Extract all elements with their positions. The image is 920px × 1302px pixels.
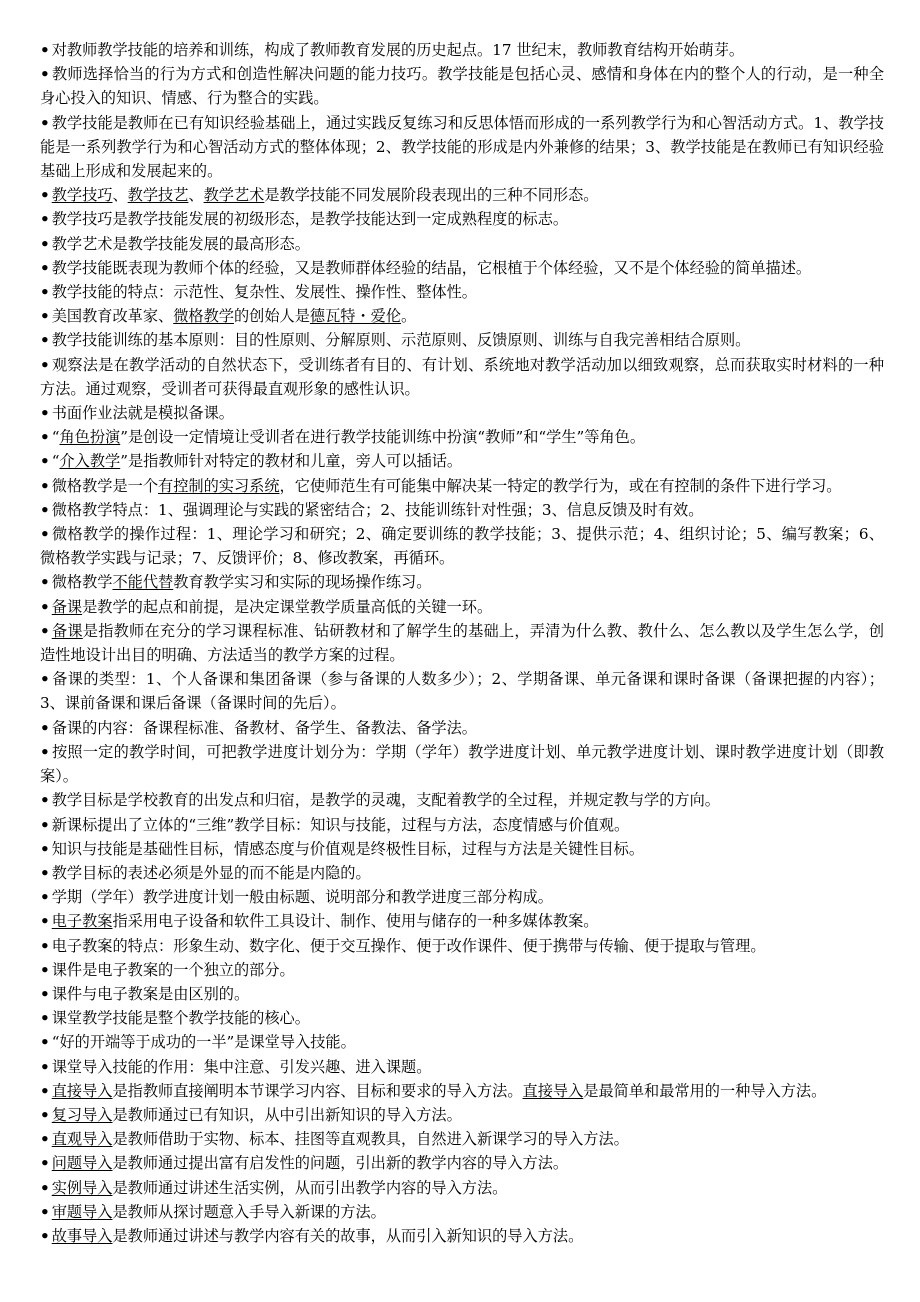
note-text: 课堂导入技能的作用：集中注意、引发兴趣、进入课题。 — [51, 1057, 432, 1076]
underlined-term: 备课 — [51, 597, 83, 616]
bullet-icon: • — [40, 283, 50, 302]
bullet-icon: • — [40, 839, 50, 858]
note-item — [40, 280, 884, 304]
bullet-icon: • — [40, 791, 50, 810]
bullet-icon: • — [40, 1202, 50, 1221]
note-item — [40, 1151, 884, 1175]
note-text: ”是创设一定情境让受训者在进行教学技能训练中扮演“教师”和“学生”等角色。 — [120, 428, 646, 447]
bullet-icon: • — [40, 1130, 50, 1149]
note-text: 备课的类型：1、个人备课和集团备课（参与备课的人数多少）；2、学期备课、单元备课和课时备课（备课把握的内容）；3、课前备课和课后备课（备课时间的先后）。 — [40, 670, 884, 713]
note-text: 教育教学实习和实际的现场操作练习。 — [173, 573, 432, 592]
bullet-icon: • — [40, 500, 50, 519]
note-item — [40, 62, 884, 110]
underlined-term: 教学技艺 — [127, 186, 189, 205]
note-text: 是教师借助于实物、标本、挂图等直观教具，自然进入新课学习的导入方法。 — [112, 1130, 629, 1149]
note-text: “ — [51, 452, 60, 471]
bullet-icon: • — [40, 1057, 50, 1076]
underlined-term: 德瓦特・爱伦 — [309, 307, 402, 326]
note-item — [40, 449, 884, 473]
note-item — [40, 740, 884, 788]
note-text: ”是指教师针对特定的教材和儿童，旁人可以插话。 — [120, 452, 463, 471]
note-item — [40, 1127, 884, 1151]
underlined-term: 实例导入 — [51, 1178, 113, 1197]
bullet-icon: • — [40, 428, 50, 447]
note-text: 教学目标的表述必须是外显的而不能是内隐的。 — [51, 863, 371, 882]
note-text: 知识与技能是基础性目标，情感态度与价值观是终极性目标，过程与方法是关键性目标。 — [51, 839, 645, 858]
bullet-icon: • — [40, 815, 50, 834]
bullet-icon: • — [40, 1081, 50, 1100]
note-item — [40, 1079, 884, 1103]
note-text: 课件是电子教案的一个独立的部分。 — [51, 960, 295, 979]
bullet-icon: • — [40, 718, 50, 737]
note-item — [40, 861, 884, 885]
note-item — [40, 1224, 884, 1248]
bullet-icon: • — [40, 573, 50, 592]
note-item — [40, 619, 884, 667]
underlined-term: 电子教案 — [51, 912, 113, 931]
note-text: 电子教案的特点：形象生动、数字化、便于交互操作、便于改作课件、便于携带与传输、便于提取与管理。 — [51, 936, 766, 955]
note-text: “好的开端等于成功的一半”是课堂导入技能。 — [51, 1033, 356, 1052]
note-item — [40, 183, 884, 207]
note-text: 是教师从探讨题意入手导入新课的方法。 — [112, 1202, 386, 1221]
note-text: 教学目标是学校教育的出发点和归宿，是教学的灵魂，支配着教学的全过程，并规定教与学的方向。 — [51, 791, 720, 810]
bullet-icon: • — [40, 621, 50, 640]
note-text: 是教师通过已有知识，从中引出新知识的导入方法。 — [112, 1105, 462, 1124]
note-text: ，它使师范生有可能集中解决某一特定的教学行为，或在有控制的条件下进行学习。 — [279, 476, 842, 495]
underlined-term: 教学技巧 — [51, 186, 113, 205]
underlined-term: 备课 — [51, 621, 83, 640]
note-item — [40, 837, 884, 861]
bullet-icon: • — [40, 742, 50, 761]
note-text: 的创始人是 — [233, 307, 310, 326]
note-text: 对教师教学技能的培养和训练，构成了教师教育发展的历史起点。17 世纪末，教师教育结构开始萌芽。 — [51, 41, 745, 59]
underlined-term: 教学艺术 — [203, 186, 265, 205]
note-text: 美国教育改革家、 — [51, 307, 174, 326]
note-text: 教学技能是教师在已有知识经验基础上，通过实践反复练习和反思体悟而形成的一系列教学行为和心智活动方式。1、教学技能是一系列教学行为和心智活动方式的整体体现；2、教学技能的形成是内外兼修的结果；3、教学技能是在教师已有知识经验基础上形成和发展起来的。 — [40, 113, 884, 181]
note-text: 教学技能训练的基本原则：目的性原则、分解原则、示范原则、反馈原则、训练与自我完善相结合原则。 — [51, 331, 751, 350]
note-item — [40, 474, 884, 498]
bullet-icon: • — [40, 670, 50, 689]
note-item — [40, 1200, 884, 1224]
bullet-icon: • — [40, 1033, 50, 1052]
note-item — [40, 934, 884, 958]
note-item — [40, 1103, 884, 1127]
note-text: 观察法是在教学活动的自然状态下，受训练者有目的、有计划、系统地对教学活动加以细致观察，总而获取实时材料的一种方法。通过观察，受训者可获得最直观形象的感性认识。 — [40, 355, 884, 398]
note-item — [40, 232, 884, 256]
note-item — [40, 425, 884, 449]
note-text: 教学技能的特点：示范性、复杂性、发展性、操作性、整体性。 — [51, 283, 477, 302]
note-text: 是最简单和最常用的一种导入方法。 — [583, 1081, 827, 1100]
note-item — [40, 982, 884, 1006]
note-item — [40, 788, 884, 812]
note-item — [40, 1055, 884, 1079]
note-item — [40, 1030, 884, 1054]
note-text: 备课的内容：备课程标准、备教材、备学生、备教法、备学法。 — [51, 718, 477, 737]
note-text: 是教学的起点和前提，是决定课堂教学质量高低的关键一环。 — [82, 597, 493, 616]
note-text: 。 — [401, 307, 417, 326]
bullet-icon: • — [40, 1009, 50, 1028]
bullet-icon: • — [40, 65, 50, 84]
note-text: 、 — [188, 186, 204, 205]
bullet-icon: • — [40, 597, 50, 616]
note-text: 教学艺术是教学技能发展的最高形态。 — [51, 234, 310, 253]
bullet-icon: • — [40, 525, 50, 544]
note-item — [40, 1006, 884, 1030]
bullet-icon: • — [40, 234, 50, 253]
bullet-icon: • — [40, 404, 50, 423]
bullet-icon: • — [40, 331, 50, 350]
notes-list — [40, 38, 884, 1248]
note-text: “ — [51, 428, 60, 447]
bullet-icon: • — [40, 1178, 50, 1197]
note-item — [40, 813, 884, 837]
note-text: 按照一定的教学时间，可把教学进度计划分为：学期（学年）教学进度计划、单元教学进度计划、课时教学进度计划（即教案）。 — [40, 742, 884, 786]
bullet-icon: • — [40, 984, 50, 1003]
note-text: 指采用电子设备和软件工具设计、制作、使用与储存的一种多媒体教案。 — [112, 912, 599, 931]
bullet-icon: • — [40, 41, 50, 59]
bullet-icon: • — [40, 113, 50, 132]
note-text: 是指教师直接阐明本节课学习内容、目标和要求的导入方法。 — [112, 1081, 523, 1100]
note-item — [40, 38, 884, 62]
note-text: 微格教学特点：1、强调理论与实践的紧密结合；2、技能训练针对性强；3、信息反馈及时有效。 — [51, 500, 704, 519]
note-text: 是教师通过讲述与教学内容有关的故事，从而引入新知识的导入方法。 — [112, 1226, 584, 1245]
note-item — [40, 885, 884, 909]
bullet-icon: • — [40, 960, 50, 979]
note-item — [40, 207, 884, 231]
note-item — [40, 353, 884, 401]
note-item — [40, 570, 884, 594]
note-text: 、 — [112, 186, 128, 205]
bullet-icon: • — [40, 888, 50, 907]
note-item — [40, 401, 884, 425]
bullet-icon: • — [40, 355, 50, 374]
note-text: 教学技巧是教学技能发展的初级形态，是教学技能达到一定成熟程度的标志。 — [51, 210, 569, 229]
note-text: 课堂教学技能是整个教学技能的核心。 — [51, 1009, 310, 1028]
note-text: 教学技能既表现为教师个体的经验，又是教师群体经验的结晶，它根植于个体经验，又不是个体经验的简单描述。 — [51, 258, 812, 277]
underlined-term: 直观导入 — [51, 1130, 113, 1149]
note-text: 学期（学年）教学进度计划一般由标题、说明部分和教学进度三部分构成。 — [51, 888, 553, 907]
underlined-term: 介入教学 — [59, 452, 121, 471]
bullet-icon: • — [40, 452, 50, 471]
note-item — [40, 909, 884, 933]
note-item — [40, 328, 884, 352]
bullet-icon: • — [40, 912, 50, 931]
note-text: 微格教学 — [51, 573, 113, 592]
note-item — [40, 522, 884, 570]
bullet-icon: • — [40, 1105, 50, 1124]
underlined-term: 复习导入 — [51, 1105, 113, 1124]
underlined-term: 不能代替 — [112, 573, 174, 592]
note-text: 是教学技能不同发展阶段表现出的三种不同形态。 — [264, 186, 599, 205]
underlined-term: 角色扮演 — [59, 428, 121, 447]
note-text: 微格教学是一个 — [51, 476, 159, 495]
note-text: 书面作业法就是模拟备课。 — [51, 404, 234, 423]
note-item — [40, 716, 884, 740]
underlined-term: 直接导入 — [522, 1081, 584, 1100]
bullet-icon: • — [40, 476, 50, 495]
note-item — [40, 667, 884, 715]
note-item — [40, 595, 884, 619]
underlined-term: 故事导入 — [51, 1226, 113, 1245]
bullet-icon: • — [40, 1226, 50, 1245]
note-text: 新课标提出了立体的“三维”教学目标：知识与技能，过程与方法，态度情感与价值观。 — [51, 815, 630, 834]
note-item — [40, 958, 884, 982]
bullet-icon: • — [40, 1154, 50, 1173]
note-item — [40, 1176, 884, 1200]
bullet-icon: • — [40, 863, 50, 882]
bullet-icon: • — [40, 186, 50, 205]
bullet-icon: • — [40, 210, 50, 229]
note-item — [40, 498, 884, 522]
bullet-icon: • — [40, 307, 50, 326]
note-text: 课件与电子教案是由区别的。 — [51, 984, 250, 1003]
note-text: 教师选择恰当的行为方式和创造性解决问题的能力技巧。教学技能是包括心灵、感情和身体在内的整个人的行动，是一种全身心投入的知识、情感、行为整合的实践。 — [40, 65, 884, 108]
note-item — [40, 111, 884, 184]
underlined-term: 审题导入 — [51, 1202, 113, 1221]
note-text: 是教师通过讲述生活实例，从而引出教学内容的导入方法。 — [112, 1178, 508, 1197]
note-item — [40, 304, 884, 328]
note-item — [40, 256, 884, 280]
underlined-term: 有控制的实习系统 — [158, 476, 280, 495]
underlined-term: 微格教学 — [173, 307, 234, 326]
underlined-term: 直接导入 — [51, 1081, 113, 1100]
bullet-icon: • — [40, 258, 50, 277]
underlined-term: 问题导入 — [51, 1154, 113, 1173]
bullet-icon: • — [40, 936, 50, 955]
note-text: 是教师通过提出富有启发性的问题，引出新的教学内容的导入方法。 — [112, 1154, 569, 1173]
note-text: 微格教学的操作过程：1、理论学习和研究；2、确定要训练的教学技能；3、提供示范；4、组织讨论；5、编写教案；6、微格教学实践与记录；7、反馈评价；8、修改教案，再循环。 — [40, 525, 884, 568]
note-text: 是指教师在充分的学习课程标准、钻研教材和了解学生的基础上，弄清为什么教、教什么、怎么教以及学生怎么学，创造性地设计出目的明确、方法适当的教学方案的过程。 — [40, 621, 885, 665]
